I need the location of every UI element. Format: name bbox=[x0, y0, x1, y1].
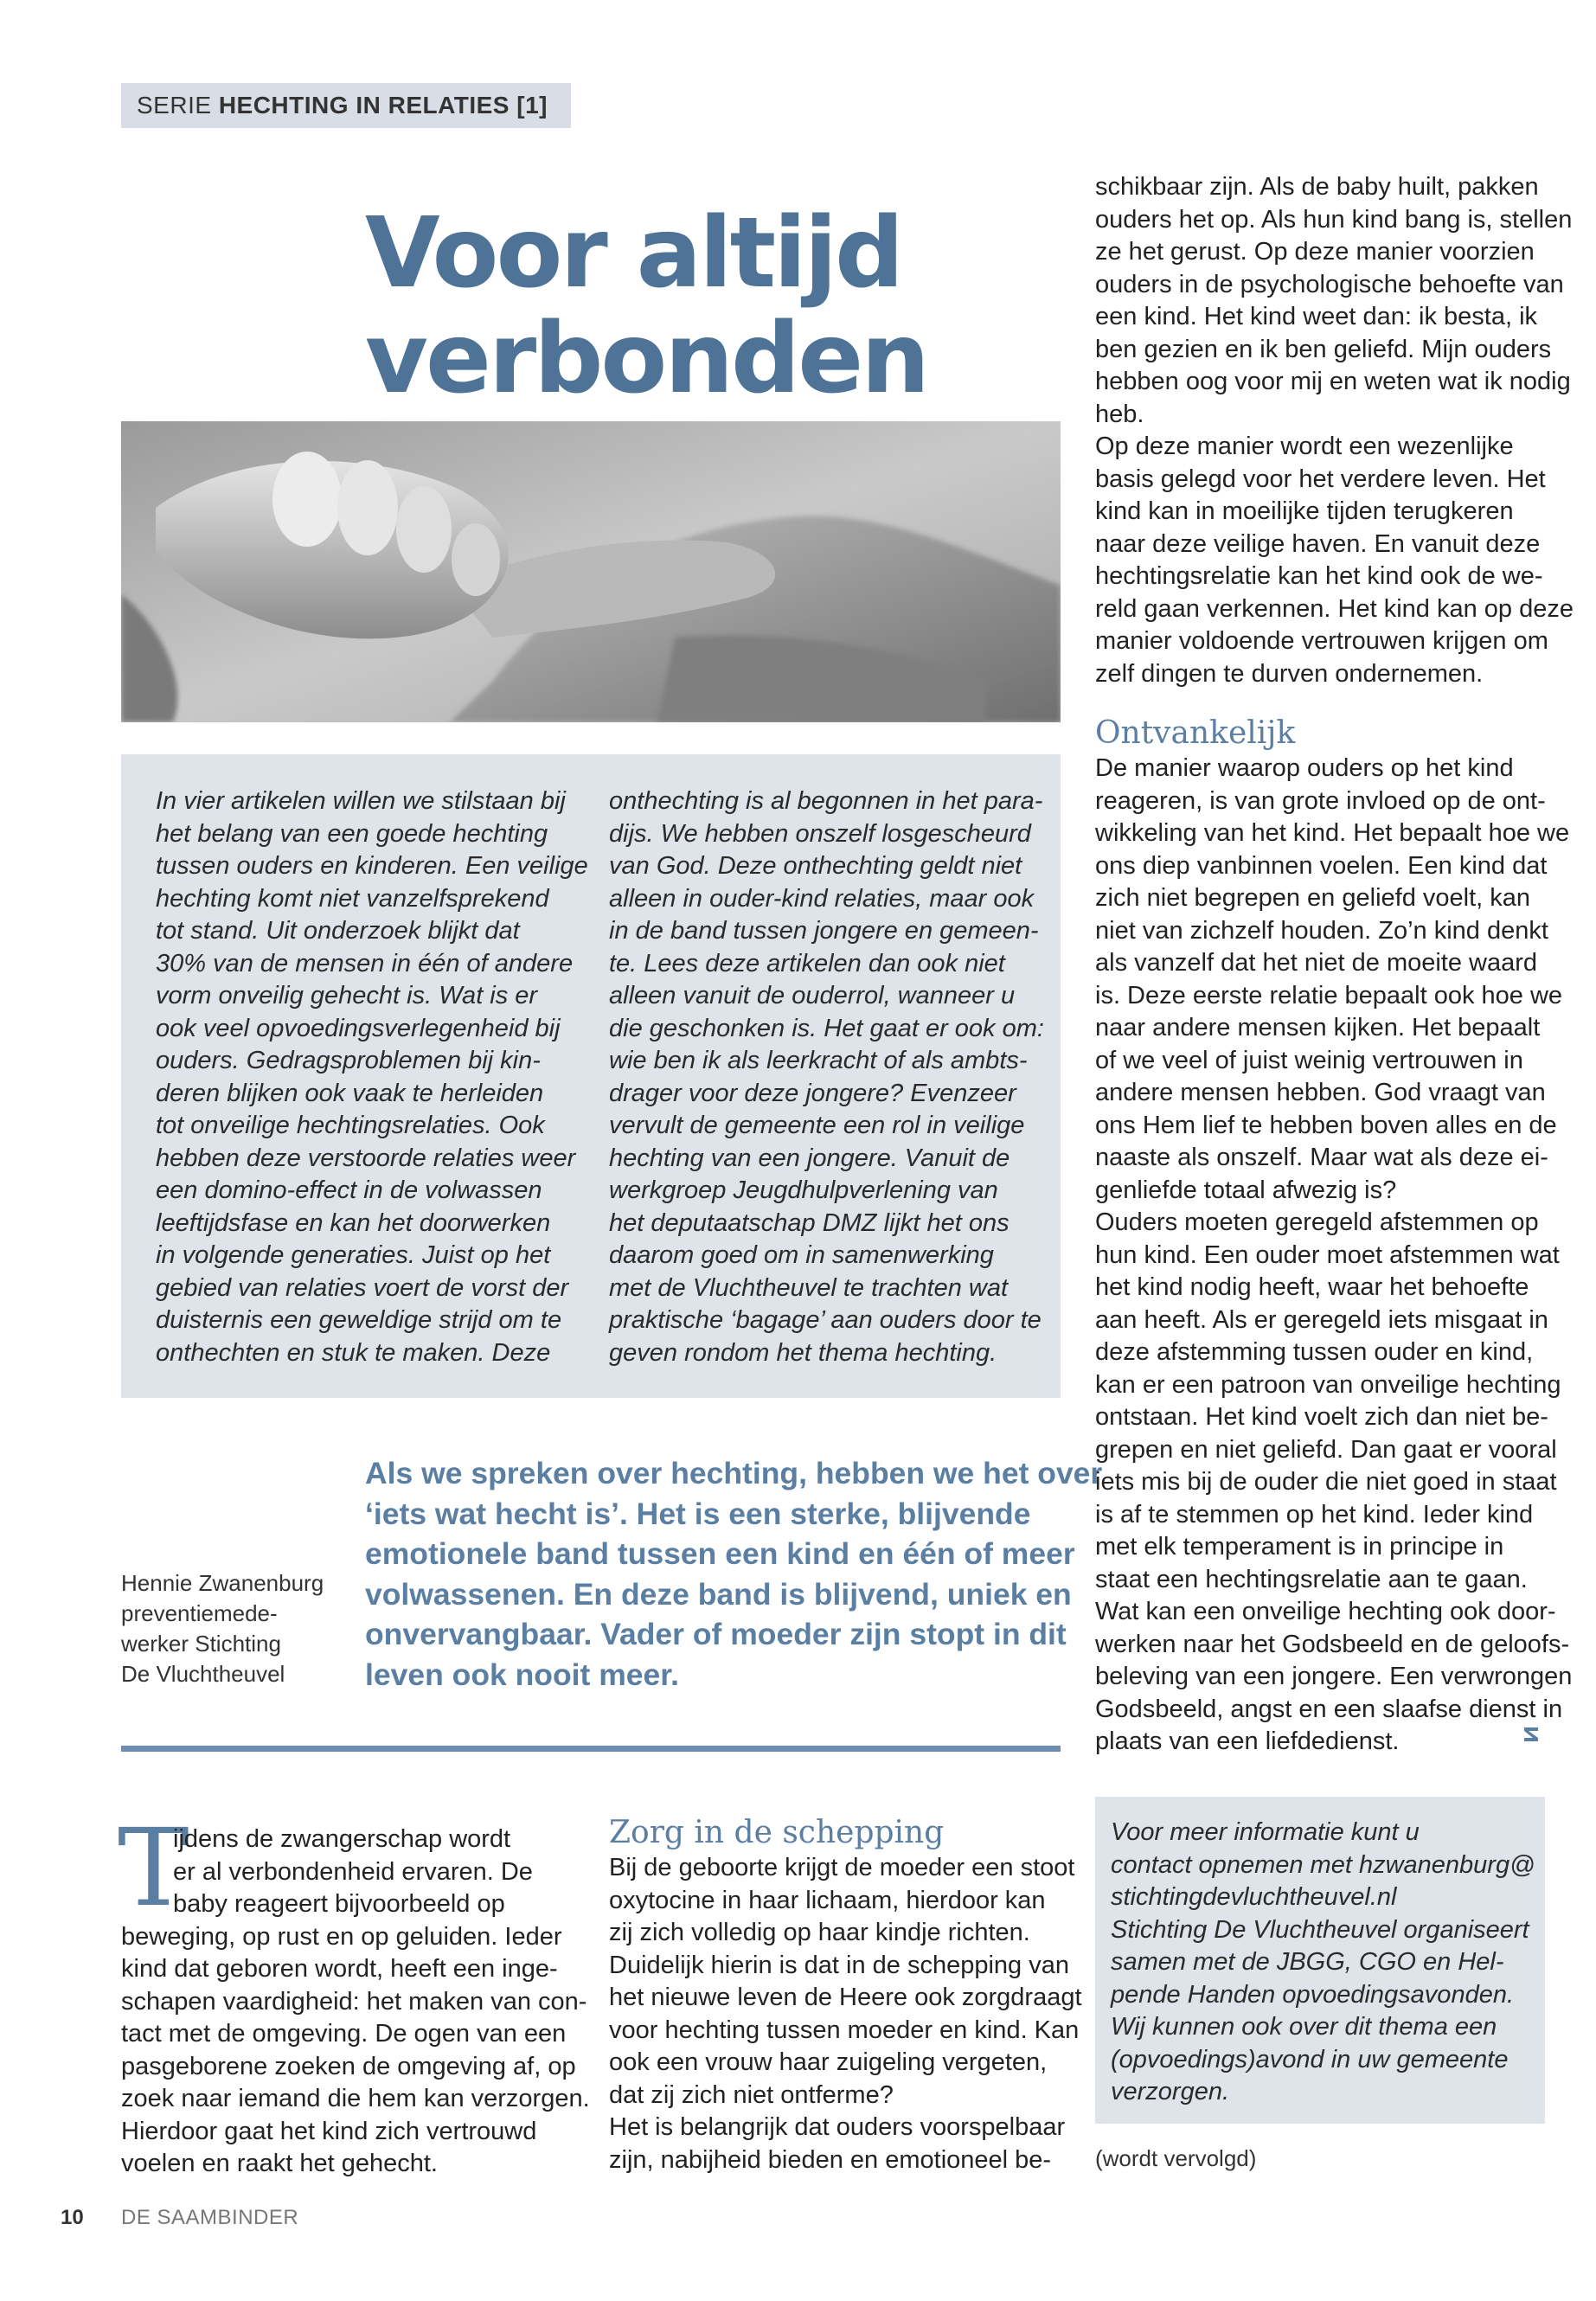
intro-line: tot stand. Uit onderzoek blijkt dat bbox=[156, 917, 520, 945]
body-line: Hierdoor gaat het kind zich vertrouwd bbox=[121, 2117, 537, 2145]
end-of-article-icon bbox=[1521, 1724, 1542, 1745]
body-line: ook een vrouw haar zuigeling vergeten, bbox=[609, 2048, 1048, 2076]
subheading-zorg-in-de-schepping: Zorg in de schepping bbox=[609, 1815, 945, 1850]
hands-photo-image bbox=[121, 421, 1061, 722]
body-line: reageren, is van grote invloed op de ont- bbox=[1095, 786, 1546, 815]
intro-line: dijs. We hebben onszelf losgescheurd bbox=[609, 819, 1031, 848]
pull-quote bbox=[365, 1453, 1102, 1695]
intro-line: in volgende generaties. Juist op het bbox=[156, 1241, 551, 1269]
info-line: Voor meer informatie kunt u bbox=[1111, 1818, 1420, 1846]
body-line: hebben oog voor mij en weten wat ik nodig bbox=[1095, 368, 1571, 395]
intro-line: van God. Deze onthechting geldt niet bbox=[609, 852, 1022, 880]
body-line: genliefde totaal afwezig is? bbox=[1095, 1176, 1397, 1204]
pull-quote-line: leven ook nooit meer. bbox=[365, 1657, 679, 1692]
info-line: pende Handen opvoedingsavonden. bbox=[1111, 1980, 1515, 2009]
body-line: zoek naar iemand die hem kan verzorgen. bbox=[121, 2085, 590, 2112]
pull-quote-line: volwassenen. En deze band is blijvend, uniek en bbox=[365, 1576, 1072, 1612]
body-line: Het is belangrijk dat ouders voorspelbaar bbox=[609, 2113, 1066, 2141]
body-line: hechtingsrelatie kan het kind ook de we- bbox=[1095, 562, 1543, 590]
body-line: kind dat geboren wordt, heeft een inge- bbox=[121, 1955, 558, 1983]
bottom-middle-column bbox=[609, 1852, 1082, 2176]
body-line: voelen en raakt het gehecht. bbox=[121, 2150, 438, 2177]
body-line: tact met de omgeving. De ogen van een bbox=[121, 2020, 567, 2048]
intro-line: het deputaatschap DMZ lijkt het ons bbox=[609, 1208, 1010, 1237]
intro-line: geven rondom het thema hechting. bbox=[609, 1338, 997, 1367]
intro-line: hechting komt niet vanzelfsprekend bbox=[156, 884, 549, 913]
bottom-left-column bbox=[121, 1823, 590, 2181]
series-prefix: SERIE bbox=[137, 92, 212, 119]
body-line: ontstaan. Het kind voelt zich dan niet be- bbox=[1095, 1403, 1548, 1431]
intro-line: tot onveilige hechtingsrelaties. Ook bbox=[156, 1112, 545, 1139]
intro-line: die geschonken is. Het gaat er ook om: bbox=[609, 1014, 1044, 1042]
title-line: Voor altijd bbox=[365, 197, 902, 310]
body-line: naar deze veilige haven. En vanuit deze bbox=[1095, 529, 1541, 558]
body-line: kan er een patroon van onveilige hechting bbox=[1095, 1370, 1561, 1399]
body-line: wikkeling van het kind. Het bepaalt hoe we bbox=[1095, 819, 1570, 847]
pull-quote-line: Als we spreken over hechting, hebben we het over bbox=[365, 1456, 1103, 1490]
body-line: schikbaar zijn. Als de baby huilt, pakken bbox=[1095, 173, 1539, 201]
body-line: beweging, op rust en op geluiden. Ieder bbox=[121, 1922, 562, 1951]
intro-line: wie ben ik als leerkracht of als ambts- bbox=[609, 1047, 1028, 1074]
intro-line: werkgroep Jeugdhulpverlening van bbox=[609, 1176, 998, 1204]
hands-photo bbox=[121, 421, 1061, 722]
body-line: ons diep vanbinnen voelen. Een kind dat bbox=[1095, 851, 1548, 880]
author-line: Hennie Zwanenburg bbox=[121, 1570, 324, 1596]
page-number: 10 bbox=[61, 2206, 84, 2229]
info-line[interactable]: stichtingdevluchtheuvel.nl bbox=[1111, 1883, 1397, 1911]
info-line: samen met de JBGG, CGO en Hel- bbox=[1111, 1948, 1504, 1976]
intro-line: onthechten en stuk te maken. Deze bbox=[156, 1338, 551, 1367]
info-box-text bbox=[1111, 1817, 1535, 2109]
publication-name: DE SAAMBINDER bbox=[121, 2206, 299, 2229]
body-line: Wat kan een onveilige hechting ook door- bbox=[1095, 1598, 1556, 1625]
body-line: met elk temperament is in principe in bbox=[1095, 1533, 1504, 1561]
body-line: De manier waarop ouders op het kind bbox=[1095, 754, 1514, 782]
intro-line: tussen ouders en kinderen. Een veilige bbox=[156, 852, 588, 880]
info-line: Stichting De Vluchtheuvel organiseert bbox=[1111, 1915, 1529, 1944]
body-line: Duidelijk hierin is dat in de schepping van bbox=[609, 1951, 1069, 1979]
body-line: voor hechting tussen moeder en kind. Kan bbox=[609, 2016, 1080, 2044]
body-line: er al verbondenheid ervaren. De bbox=[173, 1857, 533, 1886]
body-line: naar andere mensen kijken. Het bepaalt bbox=[1095, 1014, 1541, 1042]
body-line: als vanzelf dat het niet de moeite waard bbox=[1095, 949, 1538, 977]
body-line: ben gezien en ik ben geliefd. Mijn ouders bbox=[1095, 335, 1552, 363]
body-line: andere mensen hebben. God vraagt van bbox=[1095, 1079, 1546, 1106]
body-line: Op deze manier wordt een wezenlijke bbox=[1095, 433, 1514, 460]
drop-cap: T bbox=[118, 1806, 189, 1931]
body-line: ons Hem lief te hebben boven alles en de bbox=[1095, 1111, 1557, 1139]
body-line: beleving van een jongere. Een verwrongen bbox=[1095, 1663, 1573, 1690]
body-line: manier voldoende vertrouwen krijgen om bbox=[1095, 627, 1548, 655]
body-line: oxytocine in haar lichaam, hierdoor kan bbox=[609, 1886, 1046, 1914]
article-title bbox=[365, 197, 927, 415]
body-line: iets mis bij de ouder die niet goed in staat bbox=[1095, 1468, 1557, 1496]
body-line: deze afstemming tussen ouder en kind, bbox=[1095, 1338, 1534, 1366]
intro-line: met de Vluchtheuvel te trachten wat bbox=[609, 1273, 1009, 1302]
intro-line: alleen in ouder-kind relaties, maar ook bbox=[609, 884, 1035, 913]
intro-line: onthechting is al begonnen in het para- bbox=[609, 787, 1043, 815]
author-line: De Vluchtheuvel bbox=[121, 1661, 285, 1687]
intro-column-right bbox=[609, 785, 1044, 1369]
body-line: reld gaan verkennen. Het kind kan op deze bbox=[1095, 594, 1574, 623]
body-line: Ouders moeten geregeld afstemmen op bbox=[1095, 1208, 1539, 1236]
series-banner bbox=[121, 83, 571, 128]
body-line: staat een hechtingsrelatie aan te gaan. bbox=[1095, 1565, 1528, 1593]
intro-line: alleen vanuit de ouderrol, wanneer u bbox=[609, 982, 1016, 1009]
intro-line: daarom goed om in samenwerking bbox=[609, 1241, 994, 1269]
intro-line: in de band tussen jongere en gemeen- bbox=[609, 917, 1039, 945]
intro-line: duisternis een geweldige strijd om te bbox=[156, 1306, 562, 1334]
intro-column-left bbox=[156, 785, 588, 1369]
right-column-top bbox=[1095, 171, 1574, 690]
intro-line: hechting van een jongere. Vanuit de bbox=[609, 1144, 1010, 1172]
pull-quote-line: emotionele band tussen een kind en één of meer bbox=[365, 1536, 1075, 1571]
body-line: is. Deze eerste relatie bepaalt ook hoe we bbox=[1095, 981, 1563, 1009]
intro-line: gebied van relaties voert de vorst der bbox=[156, 1273, 569, 1302]
pull-quote-line: ‘iets wat hecht is’. Het is een sterke, blijvende bbox=[365, 1496, 1031, 1531]
body-line: ouders het op. Als hun kind bang is, stellen bbox=[1095, 205, 1573, 234]
body-line: pasgeborene zoeken de omgeving af, op bbox=[121, 2052, 576, 2080]
body-line: niet van zichzelf houden. Zo’n kind denkt bbox=[1095, 916, 1548, 945]
intro-line: leeftijdsfase en kan het doorwerken bbox=[156, 1208, 551, 1237]
body-line: grepen en niet geliefd. Dan gaat er vooral bbox=[1095, 1435, 1557, 1464]
body-line: een kind. Het kind weet dan: ik besta, ik bbox=[1095, 303, 1538, 330]
intro-line: praktische ‘bagage’ aan ouders door te bbox=[609, 1306, 1042, 1334]
info-line: Wij kunnen ook over dit thema een bbox=[1111, 2013, 1497, 2041]
intro-line: vorm onveilig gehecht is. Wat is er bbox=[156, 982, 538, 1009]
intro-line: 30% van de mensen in één of andere bbox=[156, 949, 574, 977]
intro-line: te. Lees deze artikelen dan ook niet bbox=[609, 949, 1005, 977]
body-line: het nieuwe leven de Heere ook zorgdraagt bbox=[609, 1984, 1082, 2011]
subheading-ontvankelijk: Ontvankelijk bbox=[1095, 715, 1296, 751]
intro-line: een domino-effect in de volwassen bbox=[156, 1176, 542, 1204]
intro-line: ouders. Gedragsproblemen bij kin- bbox=[156, 1047, 541, 1074]
body-line: basis gelegd voor het verdere leven. Het bbox=[1095, 465, 1546, 493]
right-column-bottom bbox=[1095, 753, 1572, 1759]
title-line: verbonden bbox=[365, 303, 927, 415]
body-line: Bij de geboorte krijgt de moeder een stoot bbox=[609, 1854, 1075, 1881]
info-line: (opvoedings)avond in uw gemeente bbox=[1111, 2045, 1509, 2073]
body-line: baby reageert bijvoorbeeld op bbox=[173, 1890, 505, 1918]
section-divider bbox=[121, 1746, 1061, 1752]
intro-line: drager voor deze jongere? Evenzeer bbox=[609, 1079, 1016, 1107]
body-line: aan heeft. Als er geregeld iets misgaat in bbox=[1095, 1305, 1548, 1334]
intro-line: In vier artikelen willen we stilstaan bij bbox=[156, 787, 566, 815]
body-line: of we veel of juist weinig vertrouwen in bbox=[1095, 1046, 1523, 1074]
body-line: Godsbeeld, angst en een slaafse dienst in bbox=[1095, 1695, 1563, 1723]
series-name: HECHTING IN RELATIES [1] bbox=[218, 92, 548, 119]
body-line: het kind nodig heeft, waar het behoefte bbox=[1095, 1273, 1529, 1301]
intro-line: ook veel opvoedingsverlegenheid bij bbox=[156, 1014, 561, 1042]
body-line: schapen vaardigheid: het maken van con- bbox=[121, 1987, 587, 2016]
body-line: zich niet begrepen en geliefd voelt, kan bbox=[1095, 884, 1531, 912]
author-line: werker Stichting bbox=[121, 1631, 281, 1657]
body-line: dat zij zich niet ontferme? bbox=[609, 2080, 894, 2109]
body-line: naaste als onszelf. Maar wat als deze ei- bbox=[1095, 1144, 1548, 1171]
author-credit bbox=[121, 1568, 324, 1689]
body-line: ze het gerust. Op deze manier voorzien bbox=[1095, 238, 1535, 266]
intro-line: hebben deze verstoorde relaties weer bbox=[156, 1144, 576, 1172]
author-line: preventiemede- bbox=[121, 1600, 278, 1626]
info-line[interactable]: contact opnemen met hzwanenburg@ bbox=[1111, 1850, 1535, 1879]
body-line: is af te stemmen op het kind. Ieder kind bbox=[1095, 1500, 1534, 1529]
body-line: ouders in de psychologische behoefte van bbox=[1095, 270, 1564, 298]
intro-line: deren blijken ook vaak te herleiden bbox=[156, 1079, 544, 1107]
body-line: ijdens de zwangerschap wordt bbox=[173, 1825, 511, 1853]
pull-quote-line: onvervangbaar. Vader of moeder zijn stopt in dit bbox=[365, 1617, 1067, 1651]
info-line: verzorgen. bbox=[1111, 2078, 1230, 2106]
body-line: hun kind. Een ouder moet afstemmen wat bbox=[1095, 1240, 1560, 1269]
body-line: zelf dingen te durven ondernemen. bbox=[1095, 659, 1484, 688]
body-line: heb. bbox=[1095, 400, 1144, 428]
continued-note: (wordt vervolgd) bbox=[1095, 2145, 1257, 2171]
body-line: plaats van een liefdedienst. bbox=[1095, 1727, 1400, 1755]
body-line: werken naar het Godsbeeld en de geloofs- bbox=[1095, 1630, 1570, 1658]
body-line: kind kan in moeilijke tijden terugkeren bbox=[1095, 497, 1514, 525]
body-line: zij zich volledig op haar kindje richten. bbox=[609, 1919, 1030, 1946]
intro-line: het belang van een goede hechting bbox=[156, 819, 548, 848]
intro-line: vervult de gemeente een rol in veilige bbox=[609, 1112, 1025, 1139]
body-line: zijn, nabijheid bieden en emotioneel be- bbox=[609, 2145, 1052, 2174]
